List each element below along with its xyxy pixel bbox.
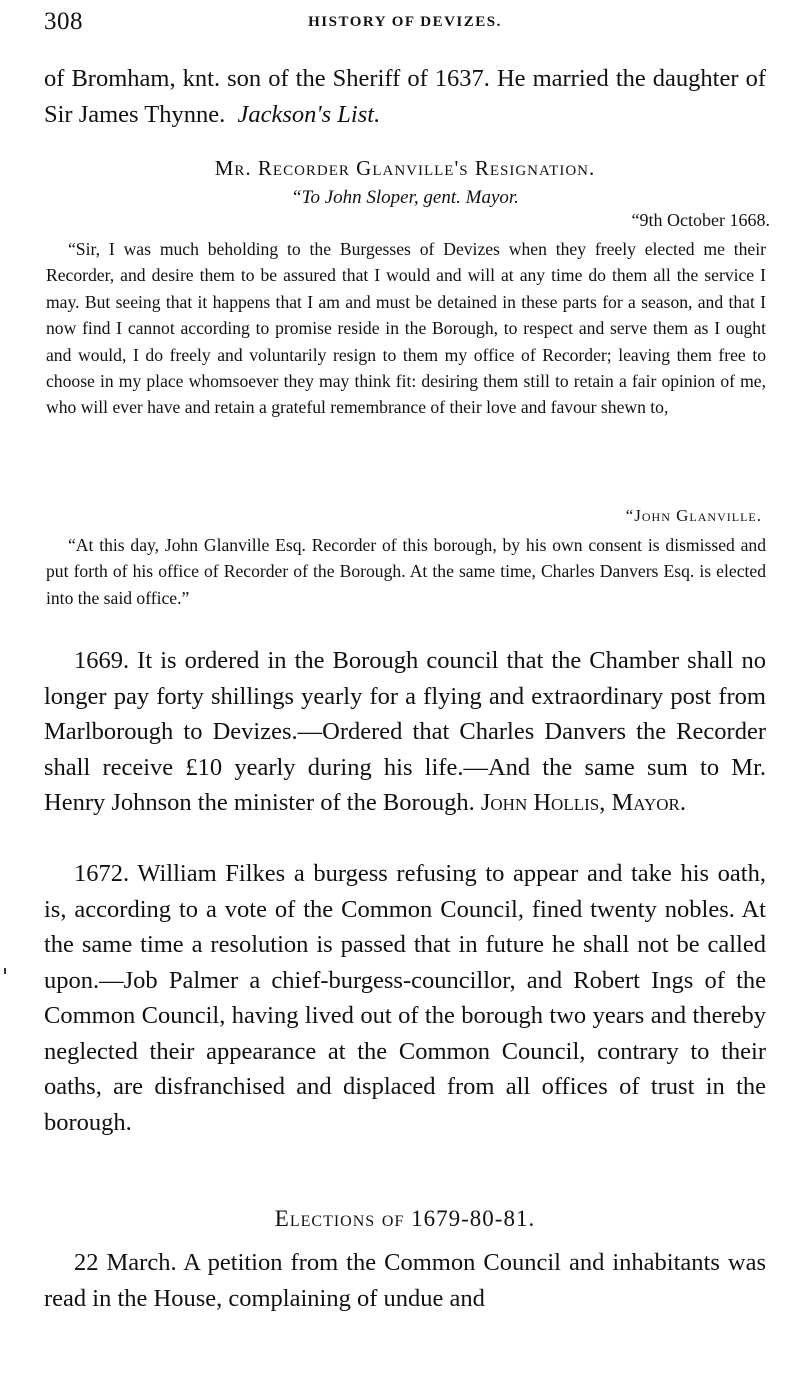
letter-body: “Sir, I was much beholding to the Burgesses of Devizes when they freely elected me their Recorder, and desire them to be assured that I would and will at any time do them all the service I may. But seeing that it happens that I am and must be detained in these parts for a season, and that I now find I cannot according to promise reside in the Borough, to respect and serve them as I ought and would, I do freely and voluntarily resign to them my office of Recorder; leaving them free to choose in my place whomsoever they may think fit: desiring them still to retain a fair opinion of me, who will ever have and retain a grateful remembrance of their love and favour shewn to, bbox=[46, 239, 766, 418]
elections-heading: Elections of 1679-80-81. bbox=[274, 1206, 536, 1231]
paragraph-1672: 1672. William Filkes a burgess refusing to appear and take his oath, is, according to a vote of the Common Council, fined twenty nobles. At the same time a resolution is passed that in future he shall not be called upon.—Job Palmer a chief-burgess-councillor, and Robert Ings of the Common Council, having lived out of the borough two years and thereby neglected their appearance at the Common Council, contrary to their oaths, are disfranchised and displaced from all offices of trust in the borough. bbox=[44, 860, 766, 1136]
paragraph-1669-text: 1669. It is ordered in the Borough council that the Chamber shall no longer pay forty shillings yearly for a flying and extraordinary post from Marlborough to Devizes.—Ordered that Charles Danvers the Recorder shall receive £10 yearly during his life.—And the same sum to Mr. Henry Johnson the minister of the Borough. bbox=[44, 647, 766, 816]
opening-paragraph bbox=[44, 61, 766, 132]
letter-signature: “John Glanville. bbox=[625, 506, 762, 525]
margin-mark bbox=[4, 968, 6, 974]
mayor-signature: John Hollis, Mayor. bbox=[480, 789, 686, 816]
page-header bbox=[40, 8, 770, 38]
page-number: 308 bbox=[44, 8, 83, 35]
elections-paragraph: 22 March. A petition from the Common Council and inhabitants was read in the House, complaining of undue and bbox=[44, 1249, 766, 1312]
letter-address: “To John Sloper, gent. Mayor. bbox=[291, 187, 519, 208]
opening-text: of Bromham, knt. son of the Sheriff of 1637. He married the daughter of Sir James Thynne. bbox=[44, 65, 766, 128]
running-title: HISTORY OF DEVIZES. bbox=[308, 14, 502, 30]
recorder-dismissal-record: “At this day, John Glanville Esq. Recorder of this borough, by his own consent is dismissed and put forth of his office of Recorder of the Borough. At the same time, Charles Danvers Esq. is elected into the said office.” bbox=[46, 535, 766, 608]
resignation-heading: Mr. Recorder Glanville's Resignation. bbox=[214, 156, 596, 180]
letter-date: “9th October 1668. bbox=[631, 210, 770, 230]
citation: Jackson's List. bbox=[237, 100, 381, 128]
paragraph-1669 bbox=[44, 643, 766, 821]
